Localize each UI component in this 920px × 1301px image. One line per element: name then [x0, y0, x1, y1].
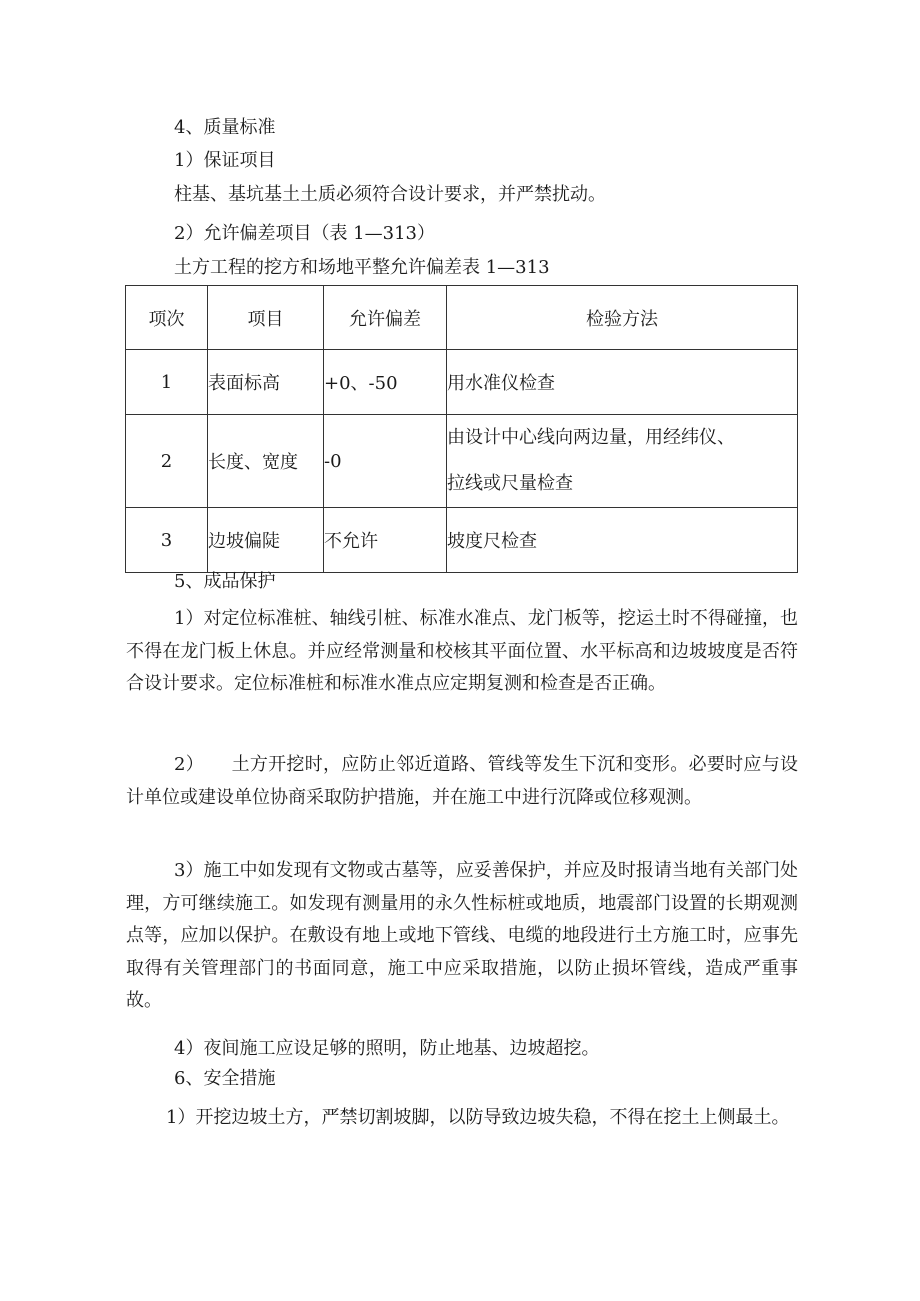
row-deviation: -0 [324, 415, 447, 508]
protection-paragraph-4: 4）夜间施工应设足够的照明，防止地基、边坡超挖。 [174, 1038, 600, 1059]
row-item: 长度、宽度 [208, 415, 324, 508]
section-6-heading: 6、安全措施 [174, 1068, 276, 1089]
row-method: 用水准仪检查 [447, 350, 798, 415]
guarantee-text: 柱基、基坑基土土质必须符合设计要求，并严禁扰动。 [174, 184, 606, 205]
guarantee-heading: 1）保证项目 [174, 150, 276, 171]
header-item: 项目 [208, 286, 324, 350]
table-caption: 土方工程的挖方和场地平整允许偏差表 1—313 [174, 257, 550, 278]
row-method [447, 415, 798, 508]
row-method-line: 拉线或尺量检查 [447, 473, 573, 494]
row-method: 坡度尺检查 [447, 508, 798, 573]
table-row [126, 508, 798, 573]
protection-paragraph-1: 1）对定位标准桩、轴线引桩、标准水准点、龙门板等，挖运土时不得碰撞，也不得在龙门板上休息。并应经常测量和校核其平面位置、水平标高和边坡坡度是否符合设计要求。定位标准桩和标准水准点应定期复测和检查是否正确。 [126, 608, 798, 694]
row-deviation: 不允许 [324, 508, 447, 573]
protection-paragraph-2: 2） 土方开挖时，应防止邻近道路、管线等发生下沉和变形。必要时应与设计单位或建设单位协商采取防护措施，并在施工中进行沉降或位移观测。 [126, 754, 798, 808]
header-method: 检验方法 [447, 286, 798, 350]
allowance-heading: 2）允许偏差项目（表 1—313） [174, 223, 435, 244]
table-header-row [126, 286, 798, 350]
allowance-table [125, 285, 798, 573]
row-no: 3 [126, 508, 208, 573]
row-item: 表面标高 [208, 350, 324, 415]
safety-paragraph-1: 1）开挖边坡土方，严禁切割坡脚，以防导致边坡失稳，不得在挖土上侧最土。 [166, 1107, 790, 1128]
row-no: 1 [126, 350, 208, 415]
section-5-heading: 5、成品保护 [174, 571, 276, 592]
table-row [126, 350, 798, 415]
row-deviation: +0、-50 [324, 350, 447, 415]
section-4-heading: 4、质量标准 [174, 117, 276, 138]
row-item: 边坡偏陡 [208, 508, 324, 573]
header-deviation: 允许偏差 [324, 286, 447, 350]
protection-paragraph-3: 3）施工中如发现有文物或古墓等，应妥善保护，并应及时报请当地有关部门处理，方可继续施工。如发现有测量用的永久性标桩或地质，地震部门设置的长期观测点等，应加以保护。在敷设有地上或地下管线、电缆的地段进行土方施工时，应事先取得有关管理部门的书面同意，施工中应采取措施，以防止损坏管线，造成严重事故。 [126, 860, 798, 1011]
row-no: 2 [126, 415, 208, 508]
table-row [126, 415, 798, 508]
header-no: 项次 [126, 286, 208, 350]
row-method-line: 由设计中心线向两边量，用经纬仪、 [447, 427, 735, 448]
